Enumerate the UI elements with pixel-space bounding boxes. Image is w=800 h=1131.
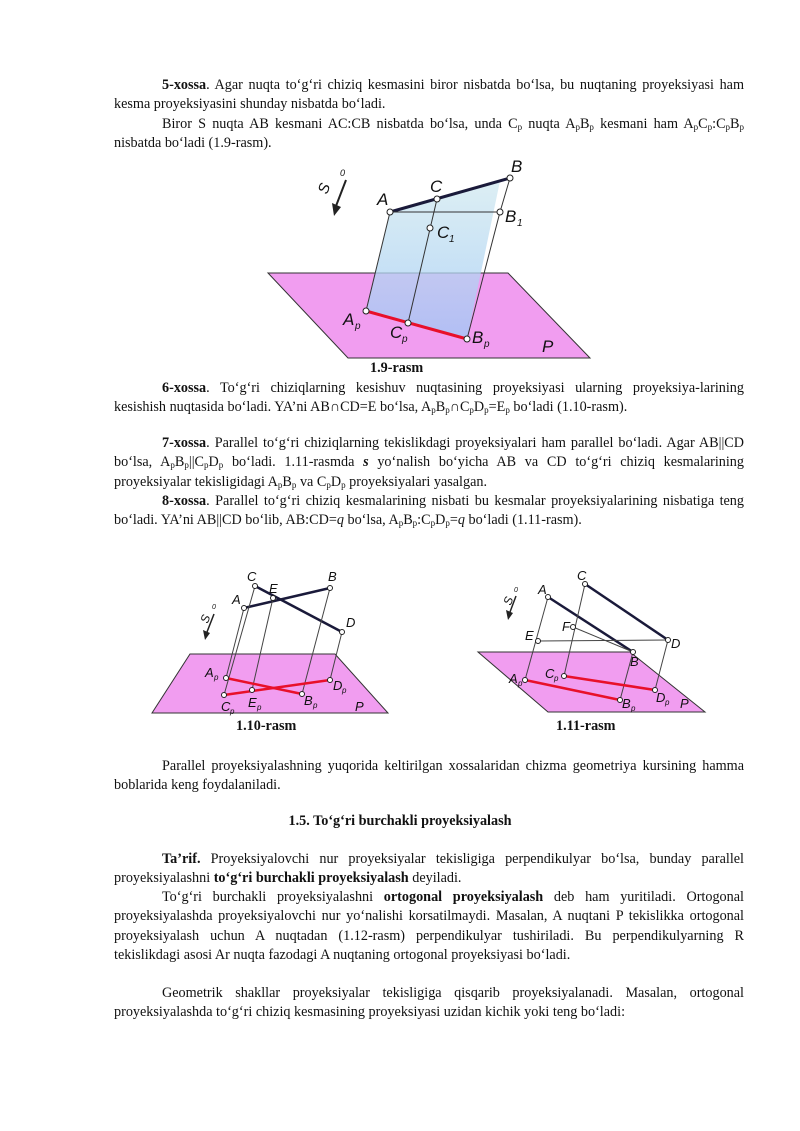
label-c1-sub: 1 [449, 234, 455, 245]
defined-term: to‘g‘ri burchakli proyeksiyalash [213, 870, 409, 887]
text-run: . Parallel to‘g‘ri chiziq kesmalarining nisbati bu kesmalar proyeksiyalarining nisbatiga teng bo‘ladi. YA’ni AB||CD bo‘lib, AB:CD= [114, 493, 744, 529]
point-ap [523, 678, 528, 683]
label-b: B [630, 654, 639, 669]
property-7-paragraph [114, 434, 744, 492]
subscript: p [445, 518, 450, 529]
text-run: D [473, 399, 485, 416]
subscript: p [291, 479, 297, 490]
property-8-paragraph [114, 492, 744, 531]
direction-s: s [363, 454, 369, 471]
text-run: To‘g‘ri burchakli proyeksiyalashni [162, 889, 384, 905]
subscript: p [326, 479, 331, 490]
property-7-title: 7-xossa [162, 435, 207, 451]
shapes-paragraph: Geometrik shakllar proyeksiyalar tekisligiga qisqarib proyeksiyalanadi. Masalan, ortogonal proyeksiyalashda to‘g‘ri chiziq kesmasining proyeksiyasi uzidan kichik yoki teng bo‘ladi: [114, 985, 744, 1021]
point-dp [328, 678, 333, 683]
text-run: nuqta A [522, 116, 576, 132]
property-6-title: 6-xossa [162, 380, 207, 396]
label-cp: C [390, 323, 403, 342]
subscript: p [469, 405, 474, 416]
text-run: C [698, 116, 708, 132]
figure-1-11 [400, 560, 800, 720]
point-a [242, 606, 247, 611]
label-cp: C [221, 699, 231, 714]
text-run: va C [296, 473, 327, 490]
subscript: p [431, 405, 436, 416]
point-ap [224, 676, 229, 681]
definition-label: Ta’rif. [162, 851, 201, 867]
figure-1-10 [0, 560, 400, 720]
subscript: p [204, 460, 209, 471]
point-b1 [497, 209, 503, 215]
segment-cd [585, 584, 668, 640]
label-ap: A [343, 310, 355, 329]
property-5-text: . Agar nuqta to‘g‘ri chiziq kesmasini biror nisbatda bo‘lsa, bu nuqtaning proyeksiyasi ham kesma proyeksiyasini shunday nisbatda bo‘ladi. [114, 77, 744, 113]
text-run: . Parallel to‘g‘ri chiziqlarning tekislikdagi proyeksiyalari ham parallel bo‘ladi. Agar AB||CD bo‘lsa, A [114, 435, 744, 471]
subscript: p [218, 460, 224, 471]
point-bp [464, 336, 470, 342]
text-run: B [435, 399, 446, 416]
label-cp-sub: p [554, 674, 559, 683]
label-dp-sub: p [342, 686, 347, 695]
ratio-q: q [457, 512, 465, 529]
property-5-title: 5-xossa [162, 77, 207, 93]
text-run: Biror S nuqta AB kesmani AC:CB nisbatda bo‘lsa, unda C [162, 116, 518, 132]
label-p: P [542, 337, 554, 356]
label-cp-sub: p [402, 334, 408, 345]
subscript: p [430, 518, 436, 529]
plane-p [152, 654, 388, 713]
label-a: A [232, 592, 241, 607]
label-f: F [562, 619, 570, 634]
text-run: B [282, 473, 292, 490]
subscript: p [412, 518, 418, 529]
label-s-sup: 0 [212, 604, 216, 611]
label-bp: B [472, 328, 484, 347]
subscript: p [517, 122, 523, 132]
label-p: P [355, 699, 364, 714]
subscript: p [505, 405, 510, 416]
section-heading: 1.5. To‘g‘ri burchakli proyeksiyalash [288, 813, 512, 829]
subscript: p [341, 479, 346, 490]
point-ep [250, 688, 255, 693]
text-run: ∩C [449, 399, 470, 416]
property-8-title: 8-xossa [162, 493, 207, 509]
label-bp-sub: p [313, 701, 318, 710]
subscript: p [693, 122, 699, 132]
label-ap-sub: p [214, 673, 219, 682]
label-b1: B [505, 207, 517, 226]
text-run: = [449, 512, 458, 529]
subscript: p [184, 460, 189, 471]
subscript: p [484, 405, 489, 416]
label-a: A [538, 582, 547, 597]
subscript: p [445, 405, 450, 416]
text-run: bo‘ladi (1.10-rasm). [509, 399, 628, 416]
label-c: C [247, 569, 257, 584]
text-run: D [435, 512, 446, 529]
subscript: p [170, 460, 175, 471]
label-dp: D [656, 690, 666, 705]
label-bp: B [622, 696, 631, 711]
label-bp-sub: p [484, 339, 490, 350]
label-ap-sub: p [518, 679, 523, 688]
direction-arrow [336, 180, 346, 206]
text-run: B [174, 454, 185, 471]
point-c [434, 196, 440, 202]
label-cp-sub: p [230, 707, 235, 716]
point-d [340, 630, 345, 635]
text-run: bo‘ladi (1.11-rasm). [464, 512, 582, 529]
point-f [571, 625, 576, 630]
point-e [536, 639, 541, 644]
text-run: :C [712, 116, 726, 132]
subscript: p [589, 122, 594, 132]
figure-1-11-caption: 1.11-rasm [556, 718, 616, 734]
label-s-sup: 0 [340, 168, 346, 178]
text-run: bo‘lsa, A [343, 512, 399, 529]
text-run: :C [417, 512, 431, 529]
label-ap: A [205, 665, 214, 680]
label-s: S [314, 181, 335, 197]
text-run: proyeksiyalari yasalgan. [345, 473, 488, 490]
point-b [328, 586, 333, 591]
label-b1-sub: 1 [517, 218, 523, 229]
text-run: yo‘nalish bo‘yicha AB va CD to‘g‘ri chiziq kesmalarining proyeksiyalar tekisligidagi A [114, 454, 744, 490]
label-e: E [525, 628, 534, 643]
point-cp [405, 320, 411, 326]
label-e: E [269, 581, 278, 596]
text-run: deb ham yuritiladi. Ortogonal proyeksiyalashda proyeksiyalovchi nur yo‘nalishi korsatilmaydi. Masalan, A nuqtani P tekislikka ortogonal proyeksiyalash uchun A nuqtadan (1.12-rasm) perpendikulyar tushiriladi. Bu perpendikulyarning R tekislikdagi asosi Ar nuqta fazodagi A nuqtaning ortogonal proyeksiyasi bo‘ladi. [114, 889, 744, 963]
point-cp [562, 674, 567, 679]
construction-ed [538, 640, 668, 641]
text-run: B [403, 512, 413, 529]
subscript: p [739, 122, 744, 132]
point-d [666, 638, 671, 643]
label-a: A [377, 190, 389, 209]
label-b: B [511, 157, 523, 176]
property-6-paragraph [114, 379, 744, 418]
point-e [271, 596, 276, 601]
text-run: kesmani ham A [593, 116, 694, 132]
text-run: deyiladi. [408, 870, 462, 887]
label-p: P [680, 696, 689, 711]
segment-ab [244, 588, 330, 608]
point-cp [222, 693, 227, 698]
label-dp: D [333, 678, 343, 693]
text-run: Proyeksiyalovchi nur proyeksiyalar tekisligiga perpendikulyar bo‘lsa, bunday parallel proyeksiyalashni [114, 851, 744, 887]
summary-paragraph: Parallel proyeksiyalashning yuqorida keltirilgan xossalaridan chizma geometriya kursining hamma boblarida keng foydalaniladi. [114, 758, 744, 794]
point-a [387, 209, 393, 215]
definition-paragraph [114, 850, 744, 889]
label-d: D [671, 636, 681, 651]
label-c: C [577, 568, 587, 583]
subscript: p [277, 479, 283, 490]
label-ap-sub: p [355, 321, 361, 332]
subscript: p [398, 518, 404, 529]
text-run: D [330, 473, 342, 490]
text-run: ||C [188, 454, 205, 471]
label-cp: C [545, 666, 555, 681]
text-run: =E [488, 399, 506, 416]
text-run: . To‘g‘ri chiziqlarning kesishuv nuqtasining proyeksiyasi ularning proyeksiya-larining kesishish nuqtasida bo‘ladi. YA’ni AB∩CD=E bo‘lsa, A [114, 380, 744, 416]
label-b: B [328, 569, 337, 584]
point-ap [363, 308, 369, 314]
subscript: p [707, 122, 713, 132]
label-ep-sub: p [257, 703, 262, 712]
orthogonal-paragraph [114, 888, 744, 965]
label-ep: E [248, 695, 257, 710]
figure-1-10-caption: 1.10-rasm [236, 718, 297, 734]
label-s-sup: 0 [514, 587, 518, 594]
text-run: nisbatda bo‘ladi (1.9-rasm). [114, 135, 272, 152]
label-ap: A [509, 671, 518, 686]
segment-ab [548, 597, 633, 652]
subscript: p [575, 122, 580, 132]
label-bp-sub: p [631, 704, 636, 713]
text-run: B [579, 116, 590, 132]
subscript: p [725, 122, 731, 132]
text-run: B [730, 116, 740, 132]
label-s: S [500, 594, 517, 608]
label-c1: C [437, 223, 450, 242]
text-run: bo‘ladi. 1.11-rasmda [223, 454, 364, 471]
label-c: C [430, 177, 443, 196]
label-d: D [346, 615, 356, 630]
label-bp: B [304, 693, 313, 708]
point-c1 [427, 225, 433, 231]
direction-arrowhead [203, 630, 210, 640]
label-dp-sub: p [665, 698, 670, 707]
label-s: S [197, 612, 214, 626]
text-run: D [208, 454, 219, 471]
point-c [253, 584, 258, 589]
direction-arrowhead [506, 610, 513, 620]
figure-1-9 [0, 0, 800, 380]
orthogonal-term: ortogonal proyeksiyalash [383, 889, 544, 905]
ratio-q: q [336, 512, 344, 529]
construction-fb [573, 627, 633, 652]
figure-1-9-caption: 1.9-rasm [370, 360, 424, 376]
